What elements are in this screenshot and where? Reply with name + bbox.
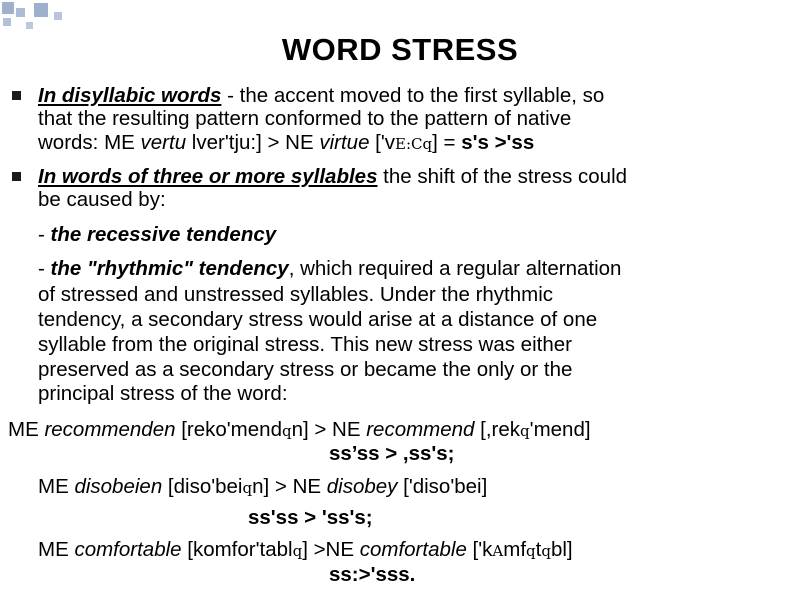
bullet1-line2: that the resulting pattern conformed to the pattern of native [38, 107, 572, 130]
rhythmic-line: of stressed and unstressed syllables. Under the rhythmic [38, 283, 554, 306]
bullet2-line2: be caused by: [38, 188, 166, 211]
formula-recommend: ss’ss > ,ss's; [329, 442, 455, 465]
bullet-marker [12, 91, 21, 100]
example-disobey: ME disobeien [diso'beiqn] > NE disobey ['diso'bei] [38, 475, 488, 498]
bullet1-line3: words: ME vertu lver'tju:] > NE virtue ['vE:Cq] = s's >'ss [38, 131, 535, 154]
example-comfortable: ME comfortable [komfor'tablq] >NE comfortable ['kAmfqtqbl] [38, 538, 573, 561]
bullet-marker [12, 172, 21, 181]
bullet2-line1: In words of three or more syllables the shift of the stress could [38, 165, 628, 188]
stress-formula: s's >'ss [461, 131, 535, 154]
rhythmic-line1: - the "rhythmic" tendency, which required a regular alternation [38, 257, 622, 280]
page-title: WORD STRESS [281, 32, 519, 67]
rhythmic-line: preserved as a secondary stress or became the only or the [38, 358, 573, 381]
formula-comfortable: ss:>'sss. [329, 563, 416, 586]
rhythmic-line: principal stress of the word: [38, 382, 288, 405]
three-syllable-term: In words of three or more syllables [38, 165, 378, 188]
bullet1-line1: In disyllabic words - the accent moved to the first syllable, so [38, 84, 605, 107]
example-recommend: ME recommenden [reko'mendqn] > NE recommend [,rekq'mend] [8, 418, 591, 441]
disyllabic-term: In disyllabic words [38, 84, 222, 107]
rhythmic-line: tendency, a secondary stress would arise at a distance of one [38, 308, 598, 331]
rhythmic-line: syllable from the original stress. This new stress was either [38, 333, 572, 356]
formula-disobey: ss'ss > 'ss's; [248, 506, 373, 529]
recessive-tendency: - the recessive tendency [38, 223, 277, 246]
